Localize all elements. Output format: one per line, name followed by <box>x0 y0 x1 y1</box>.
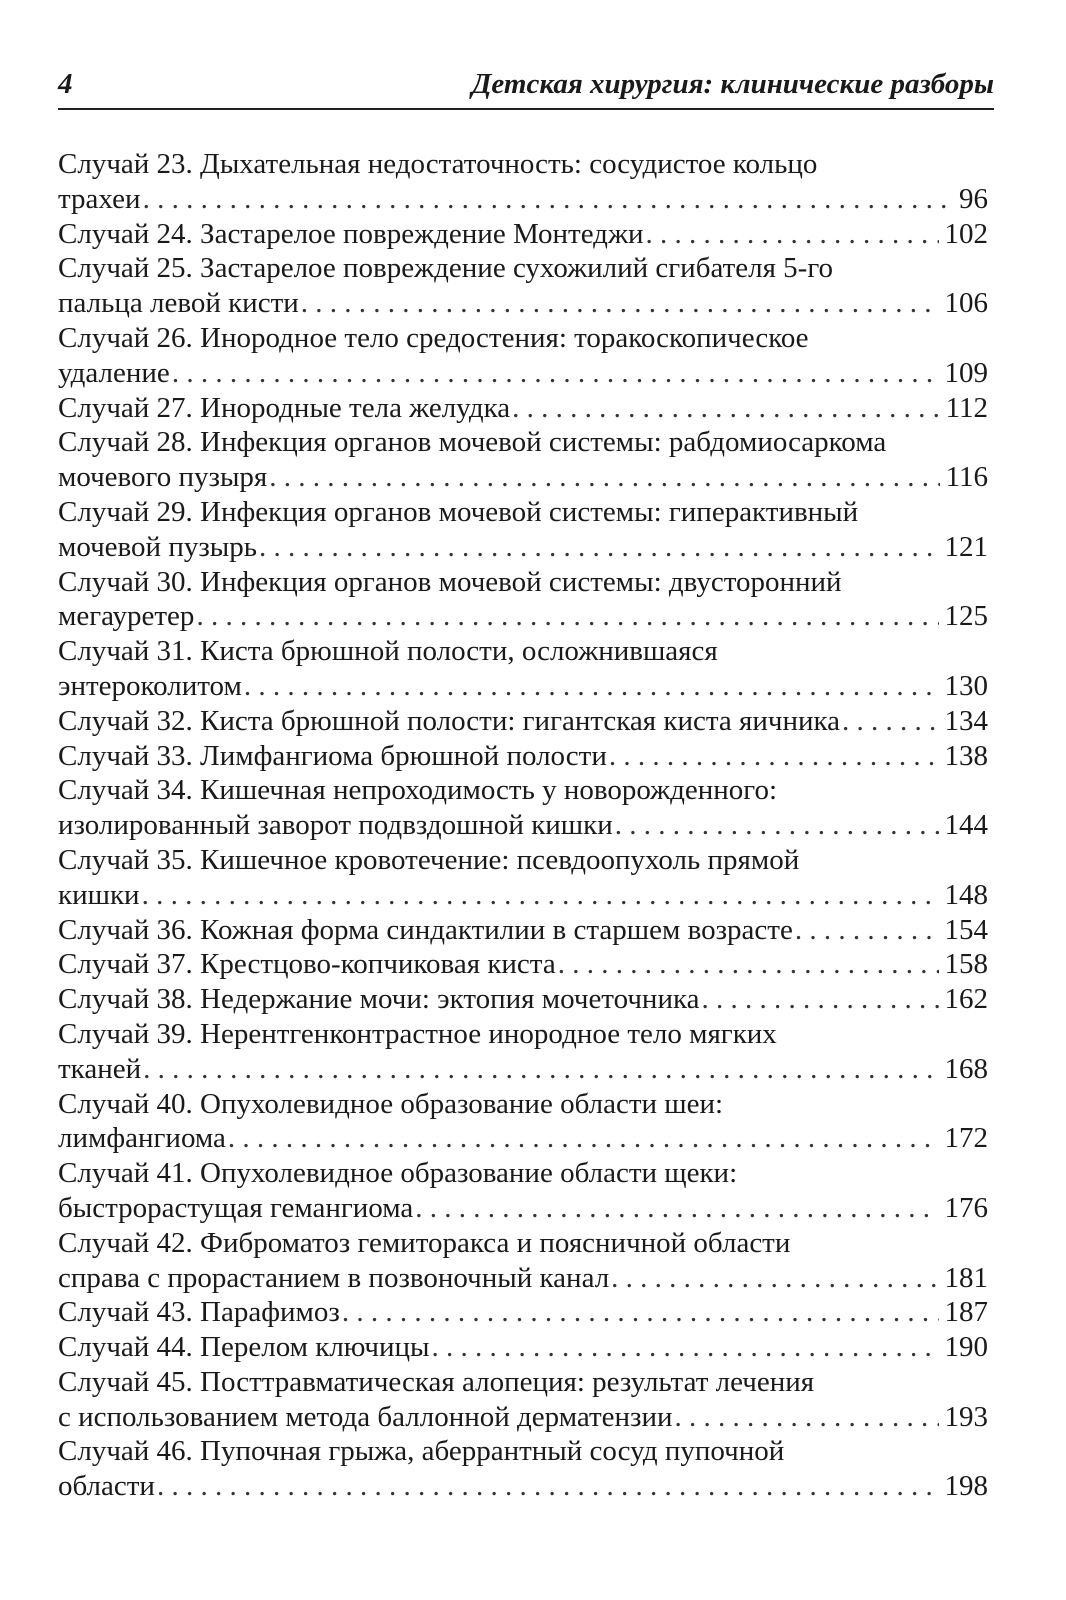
toc-entry <box>58 947 988 982</box>
dot-leader <box>143 182 953 217</box>
toc-entry-page-number: 121 <box>944 530 988 563</box>
toc-entry-last-line <box>58 704 988 739</box>
toc-entry <box>58 634 988 704</box>
toc-entry-page-number: 181 <box>944 1261 988 1294</box>
toc-entry <box>58 982 988 1017</box>
dot-leader <box>512 391 939 426</box>
toc-entry-page-number: 130 <box>944 669 988 702</box>
toc-entry-title-line: Случай 38. Недержание мочи: эктопия мочеточника <box>58 983 700 1016</box>
toc-entry-last-line <box>58 530 988 565</box>
toc-entry-title-line: Случай 37. Крестцово-копчиковая киста <box>58 948 556 981</box>
dot-leader <box>415 1191 938 1226</box>
toc-entry-page-number: 187 <box>944 1296 988 1329</box>
toc-entry-title-line: изолированный заворот подвздошной кишки <box>58 809 613 842</box>
dot-leader <box>269 460 939 495</box>
toc-entry-page-number: 176 <box>944 1191 988 1224</box>
toc-entry <box>58 773 988 843</box>
toc-entry-title-line: с использованием метода баллонной дерматензии <box>58 1400 673 1433</box>
toc-entry-title-line: Случай 43. Парафимоз <box>58 1296 340 1329</box>
toc-entry <box>58 1226 988 1296</box>
dot-leader <box>842 704 938 739</box>
toc-entry-title-line: энтероколитом <box>58 669 242 702</box>
toc-entry <box>58 1330 988 1365</box>
toc-entry-last-line <box>58 182 988 217</box>
toc-entry-title-line: Случай 28. Инфекция органов мочевой системы: рабдомиосаркома <box>58 426 887 459</box>
dot-leader <box>228 1121 939 1156</box>
toc-entry-page-number: 190 <box>944 1331 988 1364</box>
page-number: 4 <box>58 68 73 100</box>
toc-entry-page-number: 162 <box>944 983 988 1016</box>
toc-entry-title-line: тканей <box>58 1052 142 1085</box>
toc-entry-last-line <box>58 947 988 982</box>
toc-entry-title-line: мегауретер <box>58 600 195 633</box>
toc-entry <box>58 321 988 391</box>
dot-leader <box>675 1400 939 1435</box>
toc-entry <box>58 1295 988 1330</box>
toc-entry-page-number: 172 <box>944 1122 988 1155</box>
toc-entry-title-line: Случай 26. Инородное тело средостения: торакоскопическое <box>58 321 809 354</box>
toc-entry <box>58 147 988 217</box>
toc-entry <box>58 565 988 635</box>
dot-leader <box>196 599 938 634</box>
toc-entry-last-line <box>58 599 988 634</box>
dot-leader <box>646 217 939 252</box>
toc-entry-title-line: Случай 42. Фиброматоз гемиторакса и поясничной области <box>58 1226 791 1259</box>
toc-entry-page-number: 148 <box>944 878 988 911</box>
toc-entry-last-line <box>58 391 988 426</box>
toc-entry-title-line: Случай 31. Киста брюшной полости, осложнившаяся <box>58 635 718 668</box>
toc-entry-last-line <box>58 356 988 391</box>
toc-entry <box>58 1017 988 1087</box>
toc-entry-title-line: Случай 46. Пупочная грыжа, аберрантный сосуд пупочной <box>58 1435 785 1468</box>
toc-entry <box>58 1365 988 1435</box>
toc-entry-title-line: Случай 35. Кишечное кровотечение: псевдоопухоль прямой <box>58 843 800 876</box>
toc-entry <box>58 704 988 739</box>
running-header <box>58 64 994 110</box>
toc-entry-title-line: Случай 33. Лимфангиома брюшной полости <box>58 739 607 772</box>
toc-entry-title-line: Случай 45. Посттравматическая алопеция: результат лечения <box>58 1365 815 1398</box>
dot-leader <box>342 1295 939 1330</box>
toc-entry-last-line <box>58 1121 988 1156</box>
table-of-contents <box>58 147 988 1504</box>
dot-leader <box>431 1330 938 1365</box>
toc-entry-title-line: области <box>58 1470 155 1503</box>
toc-entry-page-number: 134 <box>944 704 988 737</box>
dot-leader <box>143 1052 938 1087</box>
toc-entry <box>58 1434 988 1504</box>
toc-entry-title-line: Случай 25. Застарелое повреждение сухожилий сгибателя 5-го <box>58 252 834 285</box>
toc-entry-title-line: лимфангиома <box>58 1122 226 1155</box>
toc-entry-page-number: 193 <box>944 1400 988 1433</box>
toc-entry <box>58 251 988 321</box>
toc-entry-title-line: Случай 32. Киста брюшной полости: гигантская киста яичника <box>58 704 841 737</box>
toc-entry-title-line: мочевого пузыря <box>58 461 268 494</box>
dot-leader <box>157 1469 939 1504</box>
toc-entry-page-number: 116 <box>945 461 988 494</box>
toc-entry-page-number: 112 <box>945 391 988 424</box>
dot-leader <box>558 947 939 982</box>
toc-entry-page-number: 144 <box>944 809 988 842</box>
dot-leader <box>142 878 939 913</box>
dot-leader <box>301 286 939 321</box>
toc-entry-title-line: Случай 30. Инфекция органов мочевой системы: двусторонний <box>58 565 842 598</box>
toc-entry-page-number: 198 <box>944 1470 988 1503</box>
toc-entry-last-line <box>58 1400 988 1435</box>
dot-leader <box>615 808 939 843</box>
toc-entry <box>58 843 988 913</box>
toc-entry-last-line <box>58 1330 988 1365</box>
dot-leader <box>172 356 939 391</box>
toc-entry-page-number: 158 <box>944 948 988 981</box>
toc-entry-title-line: быстрорастущая гемангиома <box>58 1191 414 1224</box>
toc-entry-page-number: 106 <box>944 287 988 320</box>
toc-entry-last-line <box>58 1191 988 1226</box>
toc-entry-title-line: Случай 39. Нерентгенконтрастное инородное тело мягких <box>58 1017 777 1050</box>
toc-entry-title-line: удаление <box>58 356 170 389</box>
toc-entry <box>58 217 988 252</box>
toc-entry-last-line <box>58 982 988 1017</box>
toc-entry <box>58 425 988 495</box>
dot-leader <box>609 739 939 774</box>
toc-entry-last-line <box>58 808 988 843</box>
toc-entry-last-line <box>58 669 988 704</box>
dot-leader <box>611 1261 938 1296</box>
toc-entry-page-number: 96 <box>959 182 988 215</box>
running-title: Детская хирургия: клинические разборы <box>471 68 994 100</box>
toc-entry-last-line <box>58 460 988 495</box>
toc-entry-page-number: 102 <box>944 217 988 250</box>
dot-leader <box>244 669 939 704</box>
toc-entry-last-line <box>58 217 988 252</box>
toc-entry-title-line: Случай 40. Опухолевидное образование области шеи: <box>58 1087 724 1120</box>
toc-entry <box>58 1156 988 1226</box>
toc-entry-title-line: Случай 41. Опухолевидное образование области щеки: <box>58 1157 738 1190</box>
dot-leader <box>259 530 938 565</box>
toc-entry-page-number: 125 <box>944 600 988 633</box>
toc-entry-title-line: Случай 36. Кожная форма синдактилии в старшем возрасте <box>58 913 793 946</box>
toc-entry-last-line <box>58 1469 988 1504</box>
toc-entry-title-line: кишки <box>58 878 140 911</box>
toc-entry-title-line: Случай 29. Инфекция органов мочевой системы: гиперактивный <box>58 495 859 528</box>
toc-entry-title-line: Случай 24. Застарелое повреждение Монтеджи <box>58 217 644 250</box>
toc-entry-title-line: Случай 23. Дыхательная недостаточность: сосудистое кольцо <box>58 148 818 180</box>
toc-entry <box>58 1087 988 1157</box>
toc-entry-title-line: Случай 44. Перелом ключицы <box>58 1331 430 1364</box>
toc-entry-last-line <box>58 286 988 321</box>
toc-entry-page-number: 154 <box>944 913 988 946</box>
toc-entry-title-line: пальца левой кисти <box>58 287 299 320</box>
toc-entry-title-line: Случай 27. Инородные тела желудка <box>58 391 511 424</box>
toc-entry-title-line: мочевой пузырь <box>58 530 258 563</box>
dot-leader <box>702 982 939 1017</box>
toc-entry-last-line <box>58 739 988 774</box>
toc-entry <box>58 495 988 565</box>
toc-entry-title-line: трахеи <box>58 182 141 215</box>
dot-leader <box>795 913 939 948</box>
toc-entry-title-line: справа с прорастанием в позвоночный канал <box>58 1261 610 1294</box>
toc-entry-page-number: 168 <box>944 1052 988 1085</box>
toc-entry-last-line <box>58 1261 988 1296</box>
toc-entry-last-line <box>58 913 988 948</box>
toc-entry-last-line <box>58 1295 988 1330</box>
toc-entry <box>58 391 988 426</box>
toc-entry-last-line <box>58 1052 988 1087</box>
toc-entry-title-line: Случай 34. Кишечная непроходимость у новорожденного: <box>58 774 778 807</box>
toc-entry-page-number: 109 <box>944 356 988 389</box>
toc-entry-page-number: 138 <box>944 739 988 772</box>
toc-entry-last-line <box>58 878 988 913</box>
toc-entry <box>58 739 988 774</box>
toc-entry <box>58 913 988 948</box>
